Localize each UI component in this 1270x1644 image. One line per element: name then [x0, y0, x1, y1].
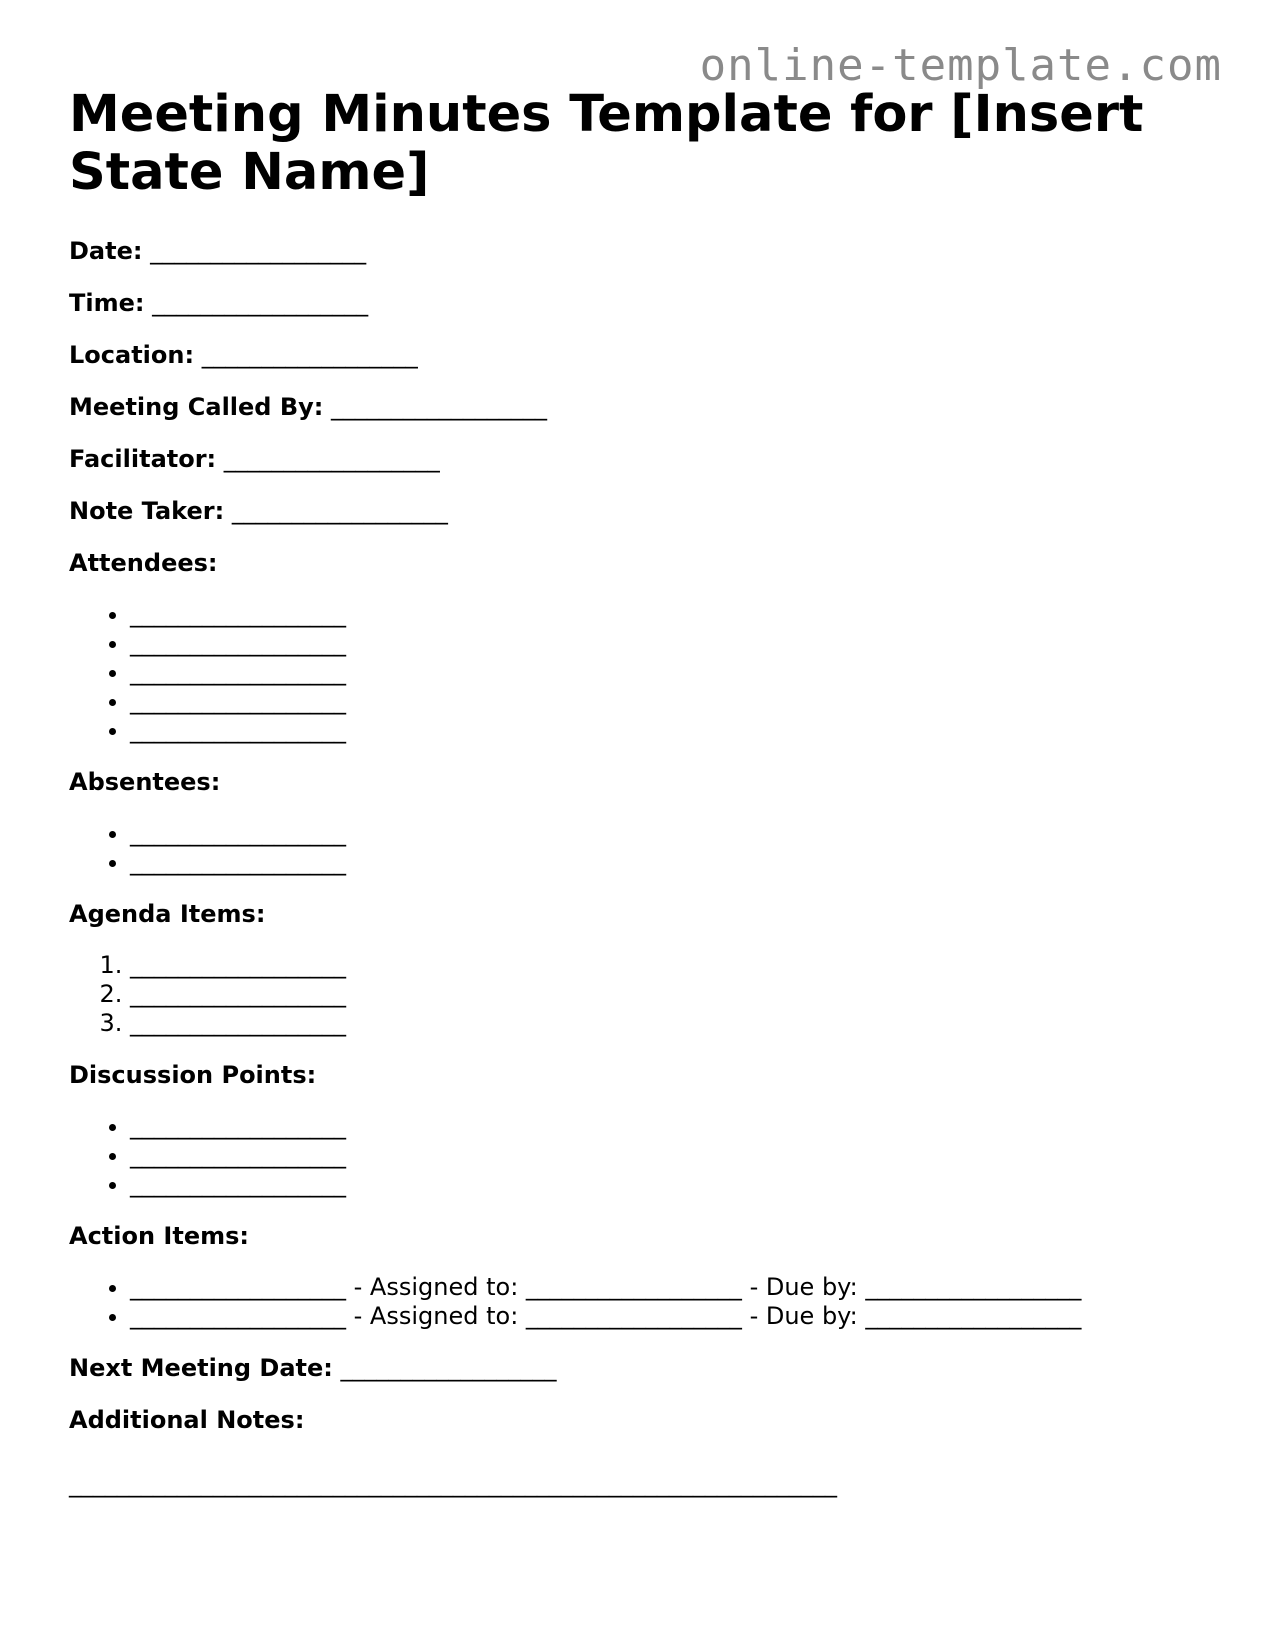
- agenda-item-blank[interactable]: 1. __________________: [130, 951, 1209, 980]
- attendees-list: [69, 600, 1209, 745]
- note-taker-blank[interactable]: __________________: [231, 497, 448, 525]
- time-field: [69, 288, 1209, 318]
- attendees-heading: Attendees:: [69, 549, 218, 577]
- assigned-to-label: - Assigned to:: [353, 1302, 519, 1330]
- location-label: Location:: [69, 341, 195, 369]
- discussion-point-blank[interactable]: • __________________: [130, 1112, 1209, 1141]
- due-by-label: - Due by:: [749, 1273, 858, 1301]
- watermark: online-template.com: [699, 40, 1222, 91]
- attendee-blank[interactable]: • __________________: [130, 687, 1209, 716]
- absentees-heading: Absentees:: [69, 768, 221, 796]
- time-label: Time:: [69, 289, 145, 317]
- next-meeting-field: [69, 1353, 1209, 1383]
- date-field: [69, 236, 1209, 266]
- agenda-heading: Agenda Items:: [69, 900, 266, 928]
- action-item: [130, 1273, 1209, 1302]
- assigned-to-label: - Assigned to:: [353, 1273, 519, 1301]
- due-by-label: - Due by:: [749, 1302, 858, 1330]
- action-blank[interactable]: __________________: [130, 1273, 346, 1301]
- facilitator-blank[interactable]: __________________: [223, 445, 440, 473]
- discussion-heading: Discussion Points:: [69, 1061, 317, 1089]
- document-page: [69, 86, 1209, 1499]
- discussion-point-blank[interactable]: • __________________: [130, 1170, 1209, 1199]
- action-items-heading: Action Items:: [69, 1222, 249, 1250]
- action-items-list: [69, 1273, 1209, 1331]
- absentee-blank[interactable]: • __________________: [130, 819, 1209, 848]
- location-field: [69, 340, 1209, 370]
- facilitator-field: [69, 444, 1209, 474]
- discussion-list: [69, 1112, 1209, 1199]
- location-blank[interactable]: __________________: [201, 341, 418, 369]
- date-label: Date:: [69, 237, 143, 265]
- action-item: [130, 1302, 1209, 1331]
- attendee-blank[interactable]: • __________________: [130, 600, 1209, 629]
- note-taker-label: Note Taker:: [69, 497, 225, 525]
- page-title: Meeting Minutes Template for [Insert State Name]: [69, 85, 1144, 202]
- action-blank[interactable]: __________________: [130, 1302, 346, 1330]
- time-blank[interactable]: __________________: [152, 289, 369, 317]
- additional-notes-line[interactable]: ________________________________________________________________: [69, 1470, 837, 1498]
- assigned-to-blank[interactable]: __________________: [525, 1302, 742, 1330]
- agenda-list: [69, 951, 1209, 1038]
- agenda-item-blank[interactable]: 2. __________________: [130, 980, 1209, 1009]
- absentee-blank[interactable]: • __________________: [130, 848, 1209, 877]
- discussion-point-blank[interactable]: • __________________: [130, 1141, 1209, 1170]
- attendee-blank[interactable]: • __________________: [130, 658, 1209, 687]
- next-meeting-blank[interactable]: __________________: [340, 1354, 557, 1382]
- due-by-blank[interactable]: __________________: [865, 1273, 1082, 1301]
- called-by-label: Meeting Called By:: [69, 393, 324, 421]
- date-blank[interactable]: __________________: [150, 237, 367, 265]
- agenda-item-blank[interactable]: 3. __________________: [130, 1009, 1209, 1038]
- due-by-blank[interactable]: __________________: [865, 1302, 1082, 1330]
- attendee-blank[interactable]: • __________________: [130, 716, 1209, 745]
- next-meeting-label: Next Meeting Date:: [69, 1354, 333, 1382]
- called-by-field: [69, 392, 1209, 422]
- additional-notes-heading: Additional Notes:: [69, 1406, 305, 1434]
- called-by-blank[interactable]: __________________: [331, 393, 548, 421]
- assigned-to-blank[interactable]: __________________: [525, 1273, 742, 1301]
- attendee-blank[interactable]: • __________________: [130, 629, 1209, 658]
- facilitator-label: Facilitator:: [69, 445, 217, 473]
- absentees-list: [69, 819, 1209, 877]
- note-taker-field: [69, 496, 1209, 526]
